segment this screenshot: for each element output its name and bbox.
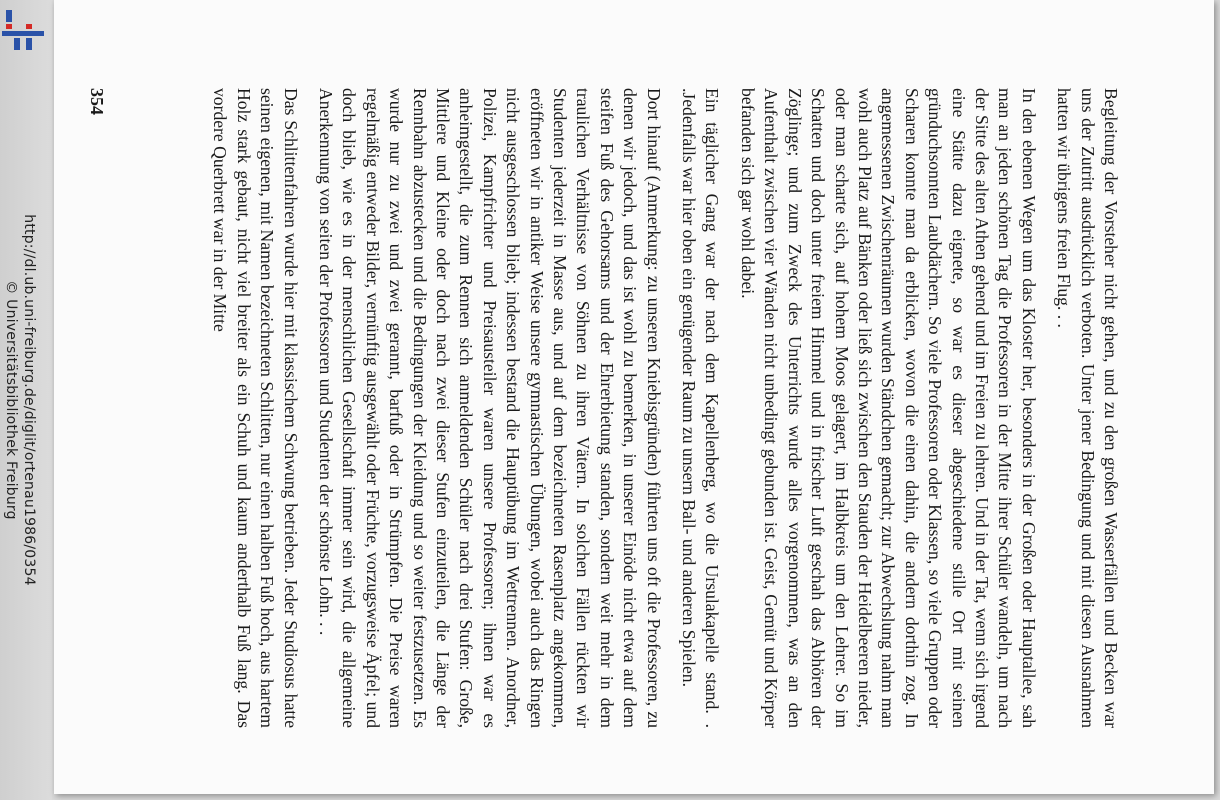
paragraph: Ein täglicher Gang war der nach dem Kapellenberg, wo die Ursulakapelle stand. . .Jedenfalls war hier oben ein genügender Raum zu unsern Ball- und anderen Spielen. [679, 88, 723, 728]
paragraph: In den ebenen Wegen um das Kloster her, besonders in der Großen oder Hauptallee, sah man an jeden schönen Tag die Professoren in der Mitte ihrer Schüler wandeln, um nach der Sitte des alten Athen gehend und im Freien zu lehren. Und in der Tat, wenn sich irgend eine Stätte dazu eignete, so war es dieser abgeschiedene stille Ort mit seinen gründuchsonnten Laubdächern. So viele Professoren oder Klassen, so viele Gruppen oder Scharen konnte man da erblicken, wovon die einen dahin, die andern dorthin zog. In angemessenen Zwischenräumen wurden Ständchen gemacht; zur Abwechslung nahm man wohl auch Platz auf Bänken oder ließ sich zwischen den Stauden der Heidelbeeren nieder, oder man scharte sich, auf hohem Moos gelagert, im Halbkreis um den Lehrer. So im Schatten und doch unter freiem Himmel und in frischer Luft geschah das Abhören der Zöglinge; und zum Zweck des Unterrichts wurde alles vorgenommen, was an den Aufenthalt zwischen vier Wänden nicht unbedingt gebunden ist. Geist, Gemüt und Körper befanden sich gar wohl dabei. [737, 88, 1039, 728]
paragraph: Dort hinauf (Anmerkung: zu unseren Kniebisgründen) führten uns oft die Professoren, zu denen wir jedoch, und das ist wohl zu bemerken, in unserer Einöde nicht etwa auf dem steifen Fuß des Gehorsams und der Ehrerbietung standen, sondern weit mehr in dem traulichen Verhältnisse von Söhnen zu ihren Vätern. In solchen Fällen rückten wir Studenten jederzeit in Masse aus, und auf dem bezeichneten Rasenplatz angekommen, eröffneten wir in antiker Weise unsere gymnastischen Übungen, wobei auch das Ringen nicht ausgeschlossen blieb; indessen bestand die Hauptübung im Wettrennen. Anordner, Polizei, Kampfrichter und Preisausteiler waren unsere Professoren; ihnen war es anheimgestellt, die zum Rennen sich anmeldenden Schüler nach drei Stufen: Große, Mittlere und Kleine oder doch nach zwei dieser Stufen einzuteilen, die Länge der Rennbahn abzustecken und die Bedingungen der Kleidung und so weiter festzusetzen. Es wurde nur zu zwei und zwei gerannt, barfuß oder in Strümpfen. Die Preise waren regelmäßig entweder Bilder, vernünftig ausgewählt oder Früchte, vorzugsweise Äpfel; und doch blieb, wie es in der menschlichen Gesellschaft immer sein wird, die allgemeine Anerkennung von seiten der Professoren und Studenten der schönste Lohn. . . [316, 88, 664, 728]
page-text [208, 88, 1122, 728]
paragraph: Das Schlittenfahren wurde hier mit klassischem Schwung betrieben. Jeder Studiosus hatte seinen eigenen, mit Namen bezeichneten Schlitten, nur einen halben Fuß hoch, aus hartem Holz stark gebaut, nicht viel breiter als ein Schuh und kaum anderthalb Fuß lang. Das vordere Querbrett war in der Mitte [210, 88, 301, 728]
scanned-page [54, 0, 1214, 794]
rotated-page-body [87, 88, 1122, 728]
uni-freiburg-logo-icon[interactable] [2, 10, 44, 50]
copyright-notice: © Universitätsbibliothek Freiburg [3, 280, 19, 520]
paragraph: Begleitung der Vorsteher nicht gehen, und zu den großen Wasserfällen und Becken war uns der Zutritt ausdrücklich verboten. Unter jener Bedingung und mit diesen Ausnahmen hatten wir übrigens freien Flug. . . [1054, 88, 1121, 728]
page-number: 354 [87, 88, 107, 115]
viewer-sidebar [0, 0, 52, 800]
permalink-url[interactable]: http://dl.ub.uni-freiburg.de/diglit/ortenau1986/0354 [21, 214, 37, 586]
